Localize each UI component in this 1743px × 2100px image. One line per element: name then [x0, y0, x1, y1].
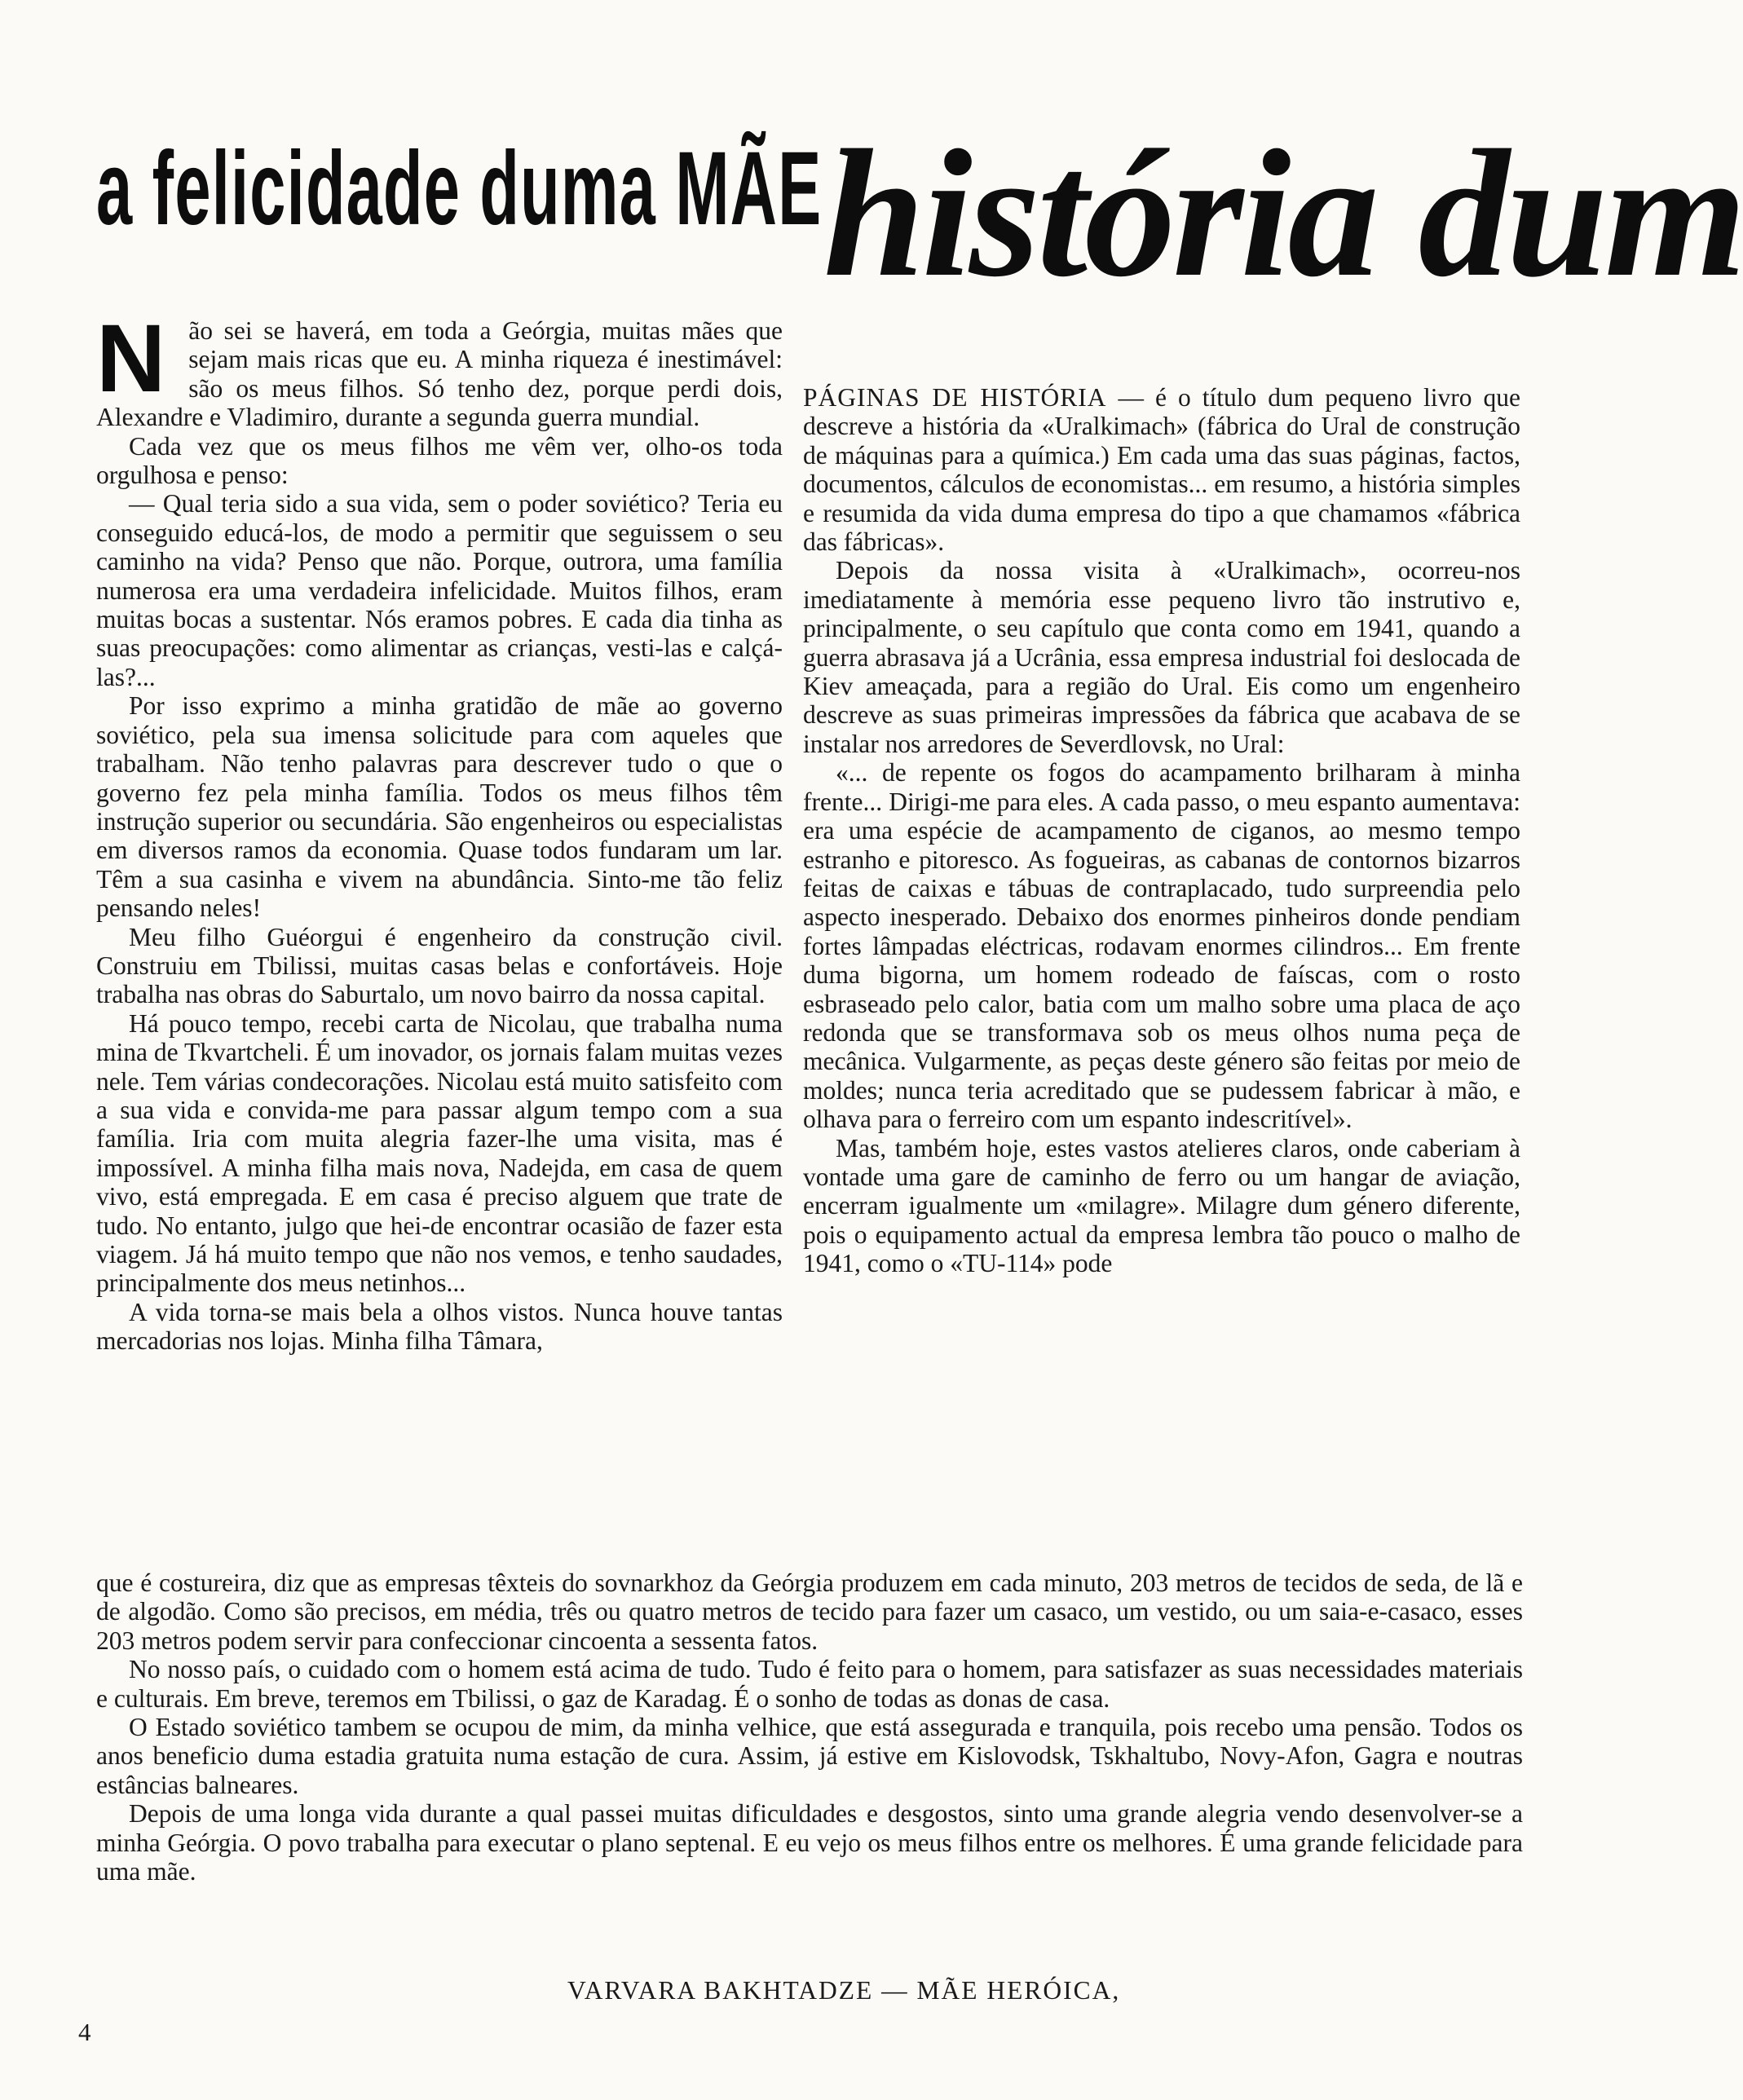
- paragraph: — Qual teria sido a sua vida, sem o poder soviético? Teria eu conseguido educá-los, de modo a permitir que seguissem o seu caminho na vida? Penso que não. Porque, outrora, uma família numerosa era uma verdadeira infelicidade. Muitos filhos, eram muitas bocas a sustentar. Nós eramos pobres. E cada dia tinha as suas preocupações: como alimentar as crianças, vesti-las e calçá-las?...: [96, 489, 783, 691]
- page-number: 4: [78, 2018, 91, 2046]
- headline-right: história dum: [823, 112, 1743, 315]
- paragraph-text: — é o título dum pequeno livro que descreve a história da «Uralkimach» (fábrica do Ural de construção de máquinas para a química.) Em cada uma das suas páginas, factos, documentos, cálculos de economistas... em resumo, a história simples e resumida da vida duma empresa do tipo a que chamamos «fábrica das fábricas».: [803, 383, 1520, 557]
- paragraph: Cada vez que os meus filhos me vêm ver, olho-os toda orgulhosa e penso:: [96, 431, 783, 490]
- paragraph: Há pouco tempo, recebi carta de Nicolau, que trabalha numa mina de Tkvartcheli. É um inovador, os jornais falam muitas vezes nele. Tem várias condecorações. Nicolau está muito satisfeito com a sua vida e convida-me para passar algum tempo com a sua família. Iria com muita alegria fazer-lhe uma visita, mas é impossível. A minha filha mais nova, Nadejda, em casa de quem vivo, está empregada. E em casa é preciso alguem que trate de tudo. No entanto, julgo que hei-de encontrar ocasião de fazer esta viagem. Já há muito tempo que não nos vemos, e tenho saudades, principalmente dos meus netinhos...: [96, 1008, 783, 1298]
- section-kicker: PÁGINAS DE HISTÓRIA: [803, 383, 1107, 412]
- article-left-column: [96, 305, 783, 1356]
- author-signature: VARVARA BAKHTADZE — MÃE HERÓICA,: [567, 1976, 1121, 2005]
- paragraph: [803, 383, 1520, 556]
- headline-left: a felicidade duma MÃE: [96, 130, 823, 247]
- paragraph: Por isso exprimo a minha gratidão de mãe ao governo soviético, pela sua imensa solicitude para com aqueles que trabalham. Não tenho palavras para descrever tudo o que o governo fez pela minha família. Todos os meus filhos têm instrução superior ou secundária. São engenheiros ou especialistas em diversos ramos da economia. Quase todos fundaram um lar. Têm a sua casinha e vivem na abundância. Sinto-me tão feliz pensando neles!: [96, 691, 783, 923]
- paragraph: A vida torna-se mais bela a olhos vistos. Nunca houve tantas mercadorias nos lojas. Minha filha Tâmara,: [96, 1297, 783, 1356]
- paragraph: ão sei se haverá, em toda a Geórgia, muitas mães que sejam mais ricas que eu. A minha riqueza é inestimável: são os meus filhos. Só tenho dez, porque perdi dois, Alexandre e Vladimiro, durante a segunda guerra mundial.: [96, 316, 783, 432]
- paragraph: No nosso país, o cuidado com o homem está acima de tudo. Tudo é feito para o homem, para satisfazer as suas necessidades materiais e culturais. Em breve, teremos em Tbilissi, o gaz de Karadag. É o sonho de todas as donas de casa.: [96, 1655, 1523, 1713]
- article-wide-block: [96, 1568, 1523, 1886]
- paragraph: que é costureira, diz que as empresas têxteis do sovnarkhoz da Geórgia produzem em cada minuto, 203 metros de tecidos de seda, de lã e de algodão. Como são precisos, em média, três ou quatro metros de tecido para fazer um casaco, um vestido, ou um saia-e-casaco, esses 203 metros podem servir para confeccionar cincoenta a sessenta fatos.: [96, 1568, 1523, 1655]
- drop-cap: N: [96, 305, 166, 412]
- paragraph: Mas, também hoje, estes vastos atelieres claros, onde caberiam à vontade uma gare de caminho de ferro ou um hangar de aviação, encerram igualmente um «milagre». Milagre dum género diferente, pois o equipamento actual da empresa lembra tão pouco o malho de 1941, como o «TU-114» pode: [803, 1133, 1520, 1278]
- article-right-column: [803, 383, 1520, 1278]
- paragraph: O Estado soviético tambem se ocupou de mim, da minha velhice, que está assegurada e tranquila, pois recebo uma pensão. Todos os anos beneficio duma estadia gratuita numa estação de cura. Assim, já estive em Kislovodsk, Tskhaltubo, Novy-Afon, Gagra e noutras estâncias balneares.: [96, 1713, 1523, 1799]
- paragraph: Depois da nossa visita à «Uralkimach», ocorreu-nos imediatamente à memória esse pequeno livro tão instrutivo e, principalmente, o seu capítulo que conta como em 1941, quando a guerra abrasava já a Ucrânia, essa empresa industrial foi deslocada de Kiev ameaçada, para a região do Ural. Eis como um engenheiro descreve as suas primeiras impressões da fábrica que acabava de se instalar nos arredores de Severdlovsk, no Ural:: [803, 556, 1520, 758]
- paragraph: Meu filho Guéorgui é engenheiro da construção civil. Construiu em Tbilissi, muitas casas belas e confortáveis. Hoje trabalha nas obras do Saburtalo, um novo bairro da nossa capital.: [96, 922, 783, 1009]
- paragraph: «... de repente os fogos do acampamento brilharam à minha frente... Dirigi-me para eles. A cada passo, o meu espanto aumentava: era uma espécie de acampamento de ciganos, ao mesmo tempo estranho e pitoresco. As fogueiras, as cabanas de contornos bizarros feitas de caixas e tábuas de contraplacado, tudo surpreendia pelo aspecto inesperado. Debaixo dos enormes pinheiros donde pendiam fortes lâmpadas eléctricas, rodavam enormes cilindros... Em frente duma bigorna, um homem rodeado de faíscas, com o rosto esbraseado pelo calor, batia com um malho sobre uma placa de aço redonda que se transformava sob os meus olhos numa peça de mecânica. Vulgarmente, as peças deste género são feitas por meio de moldes; nunca teria acreditado que se pudessem fabricar à mão, e olhava para o ferreiro com um espanto indescritível».: [803, 758, 1520, 1134]
- paragraph: Depois de uma longa vida durante a qual passei muitas dificuldades e desgostos, sinto uma grande alegria vendo desenvolver-se a minha Geórgia. O povo trabalha para executar o plano septenal. E eu vejo os meus filhos entre os melhores. É uma grande felicidade para uma mãe.: [96, 1799, 1523, 1886]
